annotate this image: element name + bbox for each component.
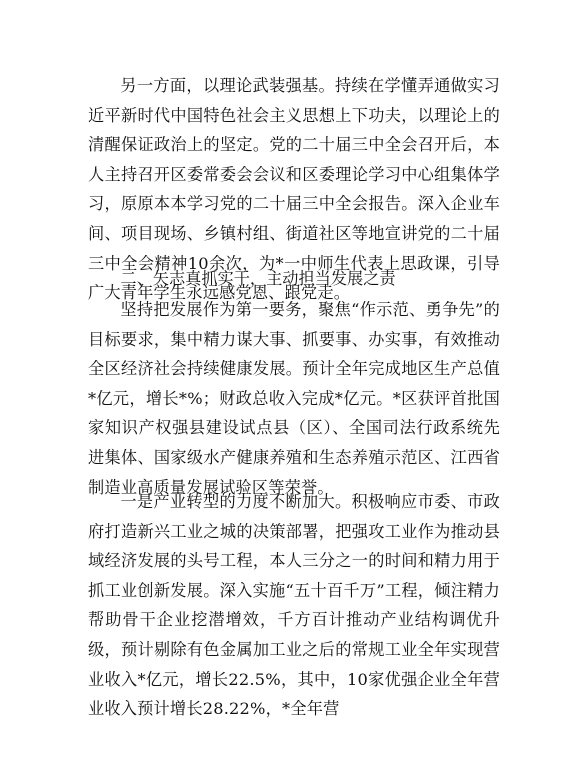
paragraph-development: 坚持把发展作为第一要务，聚焦“作示范、勇争先”的目标要求，集中精力谋大事、抓要事、办实事，有效推动全区经济社会持续健康发展。预计全年完成地区生产总值*亿元，增长*%；财政总收入完成*亿元。*区获评首批国家知识产权强县建设试点县（区）、全国司法行政系统先进集体、国家级水产健康养殖和生态养殖示范区、江西省制造业高质量发展试验区等荣誉。 <box>88 300 500 497</box>
paragraph-industry: 一是产业转型的力度不断加大。积极响应市委、市政府打造新兴工业之城的决策部署，把强攻工业作为推动县域经济发展的头号工程，本人三分之一的时间和精力用于抓工业创新发展。深入实施“五十百千万”工程，倾注精力帮助骨干企业挖潜增效，千方百计推动产业结构调优升级，预计剔除有色金属加工业之后的常规工业全年实现营业收入*亿元，增长22.5%，其中，10家优强企业全年营业收入预计增长28.22%，*全年营 <box>88 492 500 719</box>
paragraph-theory: 另一方面，以理论武装强基。持续在学懂弄通做实习近平新时代中国特色社会主义思想上下功夫，以理论上的清醒保证政治上的坚定。党的二十届三中全会召开后，本人主持召开区委常委会会议和区委理论学习中心组集体学习，原原本本学习党的二十届三中全会报告。深入企业车间、项目现场、乡镇村组、街道社区等地宣讲党的二十届三中全会精神10余次，为*一中师生代表上思政课，引导广大青年学生永远感党恩、跟党走。 <box>88 76 500 303</box>
section-heading: 二、矢志真抓实干，主动担当发展之责 <box>120 269 396 288</box>
